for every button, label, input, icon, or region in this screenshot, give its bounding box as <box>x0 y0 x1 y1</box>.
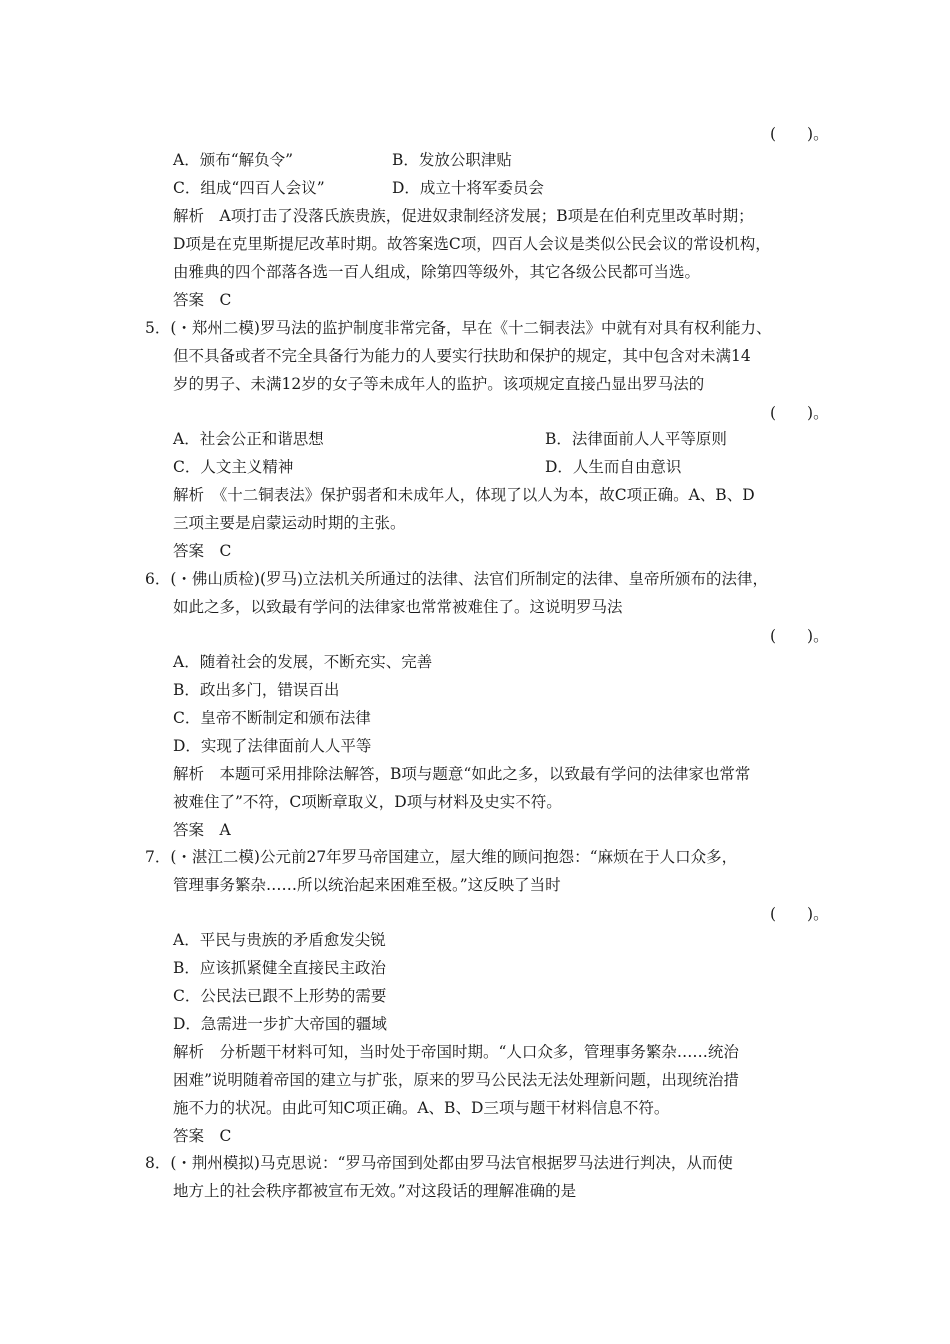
q7-option: D．急需进一步扩大帝国的疆域 <box>173 1015 387 1033</box>
q4-analysis-line: D项是在克里斯提尼改革时期。故答案选C项，四百人会议是类似公民会议的常设机构， <box>173 235 771 253</box>
q7-option: A．平民与贵族的矛盾愈发尖锐 <box>173 931 386 949</box>
q5-stem-line: 5．(・郑州二模)罗马法的监护制度非常完备，早在《十二铜表法》中就有对具有权利能力、 <box>145 319 772 337</box>
q5-analysis-line: 解析 《十二铜表法》保护弱者和未成年人，体现了以人为本，故C项正确。A、B、D <box>173 486 755 504</box>
q4-option-b: B．发放公职津贴 <box>392 151 512 169</box>
q8-stem-line: 地方上的社会秩序都被宣布无效。”对这段话的理解准确的是 <box>173 1182 577 1200</box>
q4-answer: 答案 C <box>173 291 232 309</box>
q6-answer: 答案 A <box>173 821 231 839</box>
q5-analysis-line: 三项主要是启蒙运动时期的主张。 <box>173 514 406 532</box>
q6-option: D．实现了法律面前人人平等 <box>173 737 372 755</box>
q5-answer-bracket: ( )。 <box>770 404 829 422</box>
q7-analysis-line: 解析 分析题干材料可知，当时处于帝国时期。“人口众多，管理事务繁杂……统治 <box>173 1043 739 1061</box>
q7-analysis-line: 施不力的状况。由此可知C项正确。A、B、D三项与题干材料信息不符。 <box>173 1099 670 1117</box>
q4-analysis-line: 由雅典的四个部落各选一百人组成，除第四等级外，其它各级公民都可当选。 <box>173 263 701 281</box>
q5-option-d: D．人生而自由意识 <box>545 458 682 476</box>
q7-stem-line: 管理事务繁杂……所以统治起来困难至极。”这反映了当时 <box>173 876 561 894</box>
q5-answer: 答案 C <box>173 542 232 560</box>
q8-stem-line: 8．(・荆州模拟)马克思说：“罗马帝国到处都由罗马法官根据罗马法进行判决，从而使 <box>145 1154 733 1172</box>
q4-answer-bracket: ( )。 <box>770 125 829 143</box>
q4-option-a: A．颁布“解负令” <box>173 151 294 169</box>
q5-option-c: C．人文主义精神 <box>173 458 294 476</box>
q6-analysis-line: 解析 本题可采用排除法解答，B项与题意“如此之多，以致最有学问的法律家也常常 <box>173 765 751 783</box>
q4-option-c: C．组成“四百人会议” <box>173 179 325 197</box>
q5-stem-line: 岁的男子、未满12岁的女子等未成年人的监护。该项规定直接凸显出罗马法的 <box>173 375 705 393</box>
q7-answer: 答案 C <box>173 1127 232 1145</box>
q7-stem-line: 7．(・湛江二模)公元前27年罗马帝国建立，屋大维的顾问抱怨：“麻烦在于人口众多， <box>145 848 738 866</box>
q4-option-d: D．成立十将军委员会 <box>392 179 544 197</box>
q6-stem-line: 如此之多，以致最有学问的法律家也常常被难住了。这说明罗马法 <box>173 598 623 616</box>
q5-option-b: B．法律面前人人平等原则 <box>545 430 727 448</box>
q4-analysis-line: 解析 A项打击了没落氏族贵族，促进奴隶制经济发展；B项是在伯利克里改革时期； <box>173 207 754 225</box>
q6-option: B．政出多门，错误百出 <box>173 681 340 699</box>
q7-option: C．公民法已跟不上形势的需要 <box>173 987 387 1005</box>
q5-option-a: A．社会公正和谐思想 <box>173 430 324 448</box>
q6-option: A．随着社会的发展，不断充实、完善 <box>173 653 433 671</box>
q6-stem-line: 6．(・佛山质检)(罗马)立法机关所通过的法律、法官们所制定的法律、皇帝所颁布的法律， <box>145 570 769 588</box>
q7-option: B．应该抓紧健全直接民主政治 <box>173 959 386 977</box>
q6-answer-bracket: ( )。 <box>770 627 829 645</box>
q5-stem-line: 但不具备或者不完全具备行为能力的人要实行扶助和保护的规定，其中包含对未满14 <box>173 347 751 365</box>
q6-option: C．皇帝不断制定和颁布法律 <box>173 709 371 727</box>
q7-answer-bracket: ( )。 <box>770 905 829 923</box>
q6-analysis-line: 被难住了”不符，C项断章取义，D项与材料及史实不符。 <box>173 793 562 811</box>
q7-analysis-line: 困难”说明随着帝国的建立与扩张，原来的罗马公民法无法处理新问题，出现统治措 <box>173 1071 739 1089</box>
